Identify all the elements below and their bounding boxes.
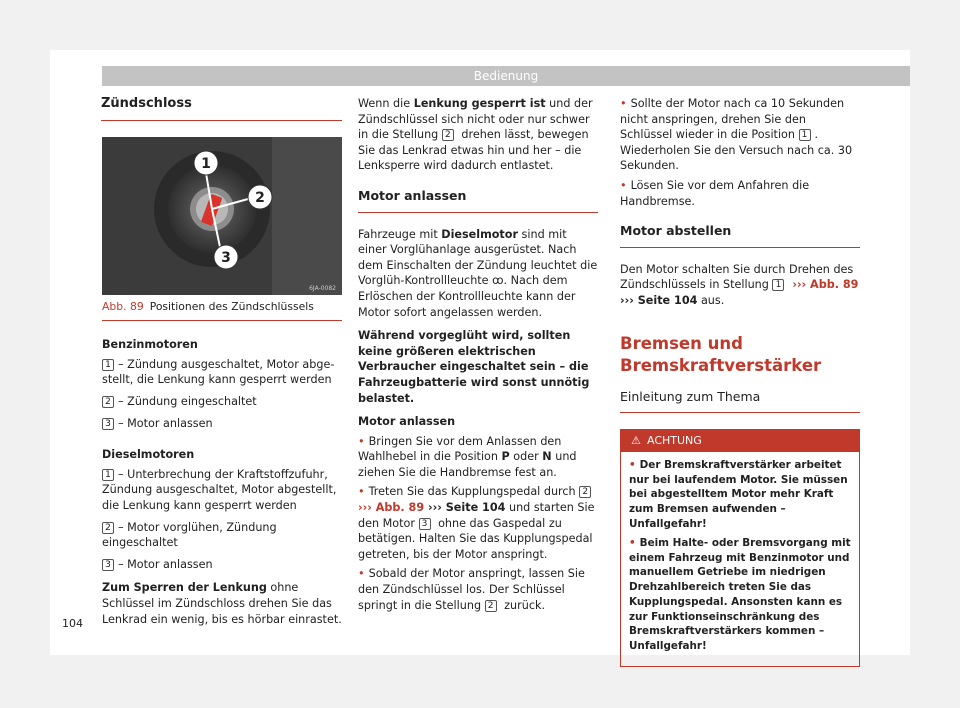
text: . Nach dem Erlöschen der Kontrollleuchte kann der Motor sofort angelassen werden. bbox=[358, 274, 576, 319]
benzin-item-3 bbox=[102, 416, 342, 432]
position-badge: 3 bbox=[102, 559, 114, 571]
ignition-illustration bbox=[102, 137, 342, 295]
svg-text:1: 1 bbox=[201, 155, 211, 172]
text: aus. bbox=[697, 293, 725, 307]
text: und der Zündschlüssel sich nicht oder nur schwer in die Stellung bbox=[358, 97, 593, 142]
position-badge: 1 bbox=[772, 279, 784, 291]
figure-code: 6JA-0082 bbox=[309, 284, 336, 292]
diesel-item-3 bbox=[102, 557, 342, 573]
start-step-1 bbox=[358, 434, 598, 481]
text: und ziehen Sie die Handbremse fest an. bbox=[358, 450, 577, 479]
bold-text: Lenkung gesperrt ist bbox=[413, 97, 546, 110]
figure-link[interactable]: ››› Abb. 89 bbox=[788, 278, 859, 292]
page-link[interactable]: ››› Seite 104 bbox=[620, 293, 698, 307]
position-badge: 3 bbox=[102, 418, 114, 430]
item-text: – Zündung eingeschaltet bbox=[118, 394, 257, 408]
warning-box bbox=[620, 429, 860, 667]
text: Sobald der Motor anspringt, lassen Sie den Zündschlüssel los. Der Schlüssel springt in die Stellung bbox=[358, 567, 585, 612]
position-badge: 2 bbox=[442, 129, 454, 141]
item-text: – Motor anlassen bbox=[118, 557, 213, 571]
caption-abb: Abb. 89 bbox=[102, 299, 144, 313]
warning-triangle-icon: ⚠ bbox=[631, 434, 641, 448]
page-link[interactable]: ››› Seite 104 bbox=[424, 501, 506, 515]
lock-paragraph bbox=[102, 580, 342, 627]
motor-abstellen-paragraph bbox=[620, 262, 860, 309]
page-number: 104 bbox=[62, 617, 83, 630]
column-1 bbox=[102, 96, 342, 635]
diesel-paragraph bbox=[358, 227, 598, 321]
text: Wenn die bbox=[358, 97, 414, 110]
gear-p: P bbox=[501, 450, 510, 464]
position-badge: 2 bbox=[102, 522, 114, 534]
page bbox=[50, 50, 910, 655]
handbrake-step: • Lösen Sie vor dem Anfahren die Handbremse. bbox=[620, 178, 860, 209]
position-badge: 2 bbox=[579, 486, 591, 498]
text: Den Motor schalten Sie durch Drehen des Zündschlüssels in Stellung bbox=[620, 262, 854, 292]
warning-item: • Beim Halte- oder Bremsvorgang mit einem Fahrzeug mit Benzinmotor und manuellem Getriebe im niedrigen Drehzahlbereich treten Sie das Kupplungspedal. Ansonsten kann es zur Funktionseinschränkung des Bremskraftverstärkers kommen – Unfallgefahr! bbox=[629, 536, 851, 654]
diesel-item-1 bbox=[102, 467, 342, 514]
chapter-header: Bedienung bbox=[102, 66, 910, 86]
position-badge: 3 bbox=[419, 518, 431, 530]
text: zurück. bbox=[500, 598, 546, 612]
warning-header bbox=[621, 430, 859, 452]
chapter-title: Bremsen und Bremskraftverstärker bbox=[620, 333, 822, 375]
item-text: – Motor vorglühen, Zündung eingeschaltet bbox=[102, 520, 277, 550]
warning-bold-paragraph bbox=[358, 328, 598, 406]
figure-caption bbox=[102, 299, 342, 322]
item-text: – Motor anlassen bbox=[118, 416, 213, 430]
text: Fahrzeuge mit bbox=[358, 227, 442, 241]
text: Bringen Sie vor dem Anlassen den Wahlhebel in die Position bbox=[358, 434, 562, 464]
bold-text: Während vorgeglüht wird, sollten keine größeren elektrischen Verbraucher eingeschaltet sein – die Fahrzeugbatterie wird sonst unnötig belastet. bbox=[358, 329, 590, 405]
motor-anlassen-label: Motor anlassen bbox=[358, 415, 456, 429]
warning-title: ACHTUNG bbox=[647, 434, 702, 448]
svg-text:2: 2 bbox=[255, 189, 265, 206]
warning-body bbox=[621, 452, 859, 666]
section-title-motor-anlassen: Motor anlassen bbox=[358, 188, 598, 213]
column-3 bbox=[620, 96, 860, 667]
callout-1 bbox=[194, 151, 218, 175]
benzin-item-1 bbox=[102, 357, 342, 388]
warning-item: • Der Bremskraftverstärker arbeitet nur bei laufendem Motor. Sie müssen bei abgestelltem Motor mehr Kraft zum Bremsen aufwenden – Unfallgefahr! bbox=[629, 458, 851, 532]
subchapter-title: Einleitung zum Thema bbox=[620, 389, 860, 414]
benzin-label: Benzinmotoren bbox=[102, 338, 198, 352]
position-badge: 1 bbox=[799, 129, 811, 141]
glow-plug-icon: ꝏ bbox=[492, 274, 504, 288]
callout-3 bbox=[214, 245, 238, 269]
callout-2 bbox=[248, 185, 272, 209]
benzin-item-2 bbox=[102, 394, 342, 410]
caption-text: Positionen des Zündschlüssels bbox=[149, 299, 314, 313]
text: oder bbox=[509, 450, 543, 464]
bold-text: Dieselmotor bbox=[441, 227, 518, 241]
text: Sollte der Motor nach ca 10 Sekunden nicht anspringen, drehen Sie den Schlüssel wieder in die Position bbox=[620, 97, 845, 142]
item-text: – Unterbrechung der Kraftstoffzufuhr, Zündung ausgeschaltet, Motor abgestellt, die Lenkung kann gesperrt werden bbox=[102, 467, 337, 512]
start-step-2 bbox=[358, 484, 598, 562]
position-badge: 1 bbox=[102, 469, 114, 481]
start-step-3 bbox=[358, 566, 598, 613]
lock-text: ohne Schlüssel im Zündschloss drehen Sie das Lenkrad ein wenig, bis es hörbar einrastet. bbox=[102, 581, 342, 626]
section-title-motor-abstellen: Motor abstellen bbox=[620, 223, 860, 248]
diesel-label: Dieselmotoren bbox=[102, 448, 195, 462]
figure-link[interactable]: ››› Abb. 89 bbox=[358, 501, 425, 515]
column-2 bbox=[358, 96, 598, 617]
position-badge: 1 bbox=[102, 359, 114, 371]
text: ohne das Gaspedal zu betätigen. Halten Sie das Kupplungspedal getreten, bis der Motor anspringt. bbox=[358, 516, 593, 561]
position-badge: 2 bbox=[102, 396, 114, 408]
gear-n: N bbox=[542, 450, 552, 464]
position-badge: 2 bbox=[485, 600, 497, 612]
title-text: Zündschloss bbox=[101, 96, 192, 111]
diesel-item-2 bbox=[102, 520, 342, 551]
figure-ignition bbox=[102, 137, 342, 295]
steering-lock-paragraph bbox=[358, 96, 598, 174]
section-title-zuendschloss bbox=[101, 96, 342, 121]
svg-text:3: 3 bbox=[221, 249, 231, 266]
lock-bold: Zum Sperren der Lenkung bbox=[102, 581, 267, 595]
text: . Wiederholen Sie den Versuch nach ca. 30 Sekunden. bbox=[620, 128, 853, 173]
retry-step bbox=[620, 96, 860, 174]
text: drehen lässt, bewegen Sie das Lenkrad etwas hin und her – die Lenksperre wird dadurch entlastet. bbox=[358, 128, 589, 173]
item-text: – Zündung ausgeschaltet, Motor abgestellt, die Lenkung kann gesperrt werden bbox=[102, 357, 335, 387]
text: Treten Sie das Kupplungspedal durch bbox=[368, 485, 580, 499]
text: und starten Sie den Motor bbox=[358, 501, 595, 530]
text: sind mit einer Vorglühanlage ausgerüstet. Nach dem Einschalten der Zündung leuchtet die Vorglüh-Kontrollleuchte bbox=[358, 227, 598, 288]
